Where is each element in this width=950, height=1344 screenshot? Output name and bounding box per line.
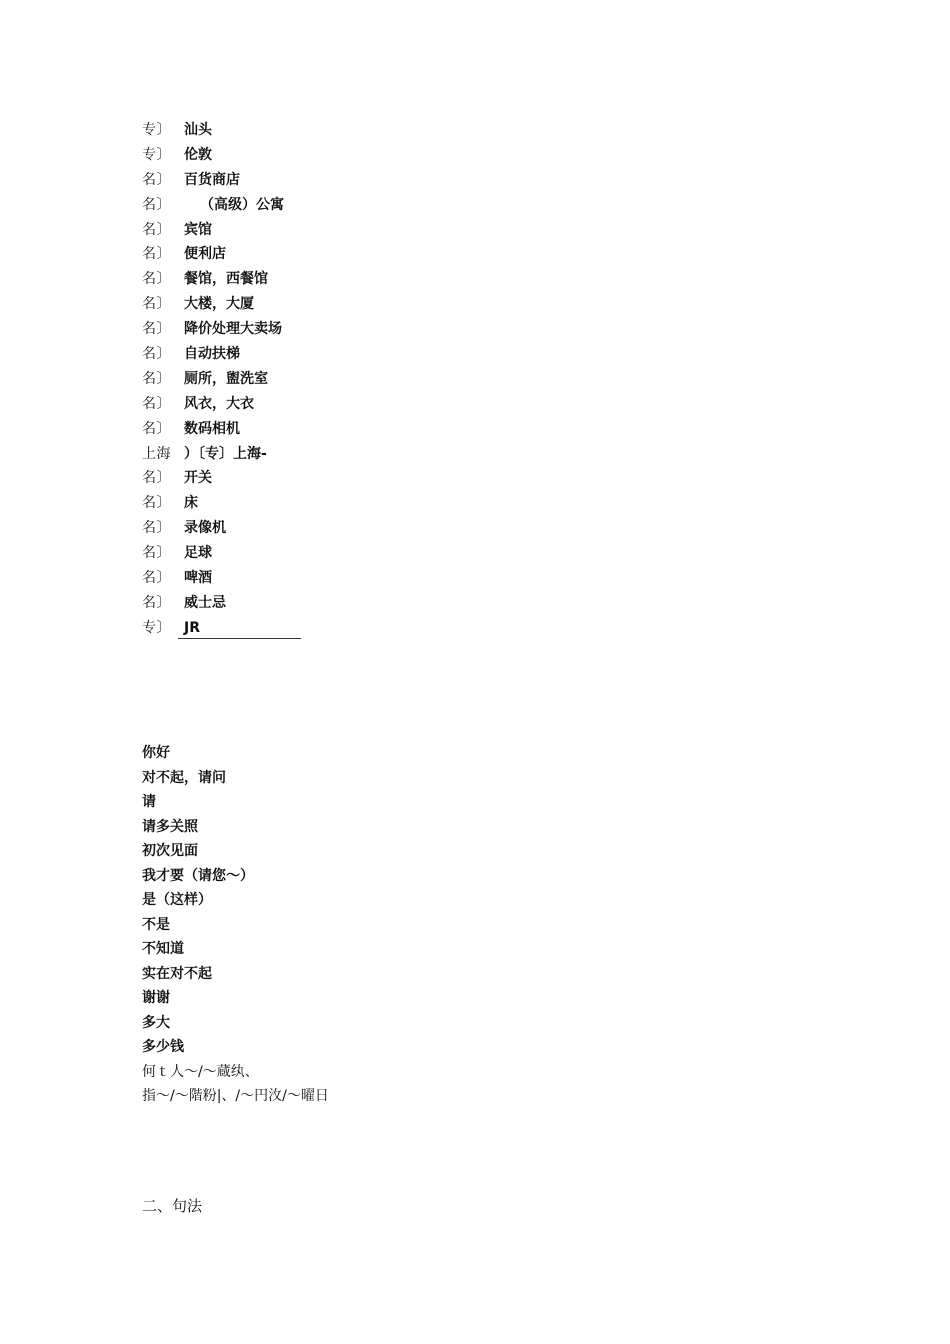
vocab-row <box>142 292 542 317</box>
vocab-tag: 名〕 <box>142 495 171 512</box>
vocab-tag: 名〕 <box>142 470 171 487</box>
vocab-tag: 名〕 <box>142 594 171 611</box>
vocab-word: 伦敦 <box>184 146 212 163</box>
vocab-word: 自动扶梯 <box>184 346 240 363</box>
vocab-row <box>142 193 542 218</box>
vocab-word: 录像机 <box>184 520 226 537</box>
vocab-row <box>142 541 542 566</box>
vocab-word: 啤酒 <box>184 570 212 587</box>
vocab-tag: 名〕 <box>142 420 171 437</box>
vocab-row <box>142 367 542 392</box>
vocab-word: ）〔专〕上海- <box>184 445 267 462</box>
vocab-word: 风衣，大衣 <box>184 395 254 412</box>
phrase-item: 你好 <box>142 745 170 761</box>
vocab-row <box>142 442 542 467</box>
vocab-word: 餐馆，西餐馆 <box>184 271 268 288</box>
vocab-row <box>142 491 542 516</box>
vocab-tag: 名〕 <box>142 196 171 213</box>
vocab-tag: 名〕 <box>142 570 171 587</box>
vocab-word: 降价处理大卖场 <box>184 321 282 338</box>
phrase-item: 实在对不起 <box>142 965 212 982</box>
vocab-tag: 上海 <box>142 445 171 462</box>
vocab-row <box>142 118 542 143</box>
phrase-item: 我才要（请您～） <box>142 867 254 884</box>
vocab-tag: 名〕 <box>142 395 171 412</box>
phrase-item: 请多关照 <box>142 818 198 835</box>
vocab-row <box>142 516 542 541</box>
vocab-tag: 名〕 <box>142 321 171 338</box>
vocab-word: 床 <box>184 495 198 512</box>
vocab-tag: 专〕 <box>142 122 171 138</box>
vocab-row <box>142 218 542 243</box>
vocab-word: 大楼，大厦 <box>184 296 254 313</box>
vocab-tag: 名〕 <box>142 545 171 562</box>
vocab-row <box>142 267 542 292</box>
vocab-tag: 名〕 <box>142 246 171 263</box>
phrase-item: 指〜/〜階粉|、/〜円㳊/〜曜日 <box>142 1088 329 1104</box>
vocab-tag: 名〕 <box>142 520 171 537</box>
vocab-tag: 名〕 <box>142 296 171 313</box>
phrase-item: 不知道 <box>142 941 184 957</box>
section-heading: 二、句法 <box>142 1197 203 1215</box>
phrase-item: 是（这样） <box>142 892 212 908</box>
vocab-tag: 名〕 <box>142 271 171 288</box>
vocab-word: 数码相机 <box>184 420 240 437</box>
vocab-tag: 专〕 <box>142 619 171 636</box>
vocab-row <box>142 616 542 641</box>
vocab-row <box>142 591 542 616</box>
vocab-row <box>142 392 542 417</box>
phrase-item: 初次见面 <box>142 843 198 859</box>
vocab-row <box>142 317 542 342</box>
vocab-row <box>142 168 542 193</box>
phrase-item: 请 <box>142 794 156 810</box>
vocab-word: （高级）公寓 <box>200 196 284 213</box>
vocab-word-blank-line: JR <box>178 618 301 639</box>
vocab-row <box>142 342 542 367</box>
vocab-tag: 名〕 <box>142 221 171 238</box>
vocab-row <box>142 417 542 442</box>
vocab-row <box>142 143 542 168</box>
vocab-tag: 名〕 <box>142 346 171 363</box>
phrase-item: 对不起，请问 <box>142 769 226 786</box>
vocab-word: 百货商店 <box>184 171 240 188</box>
vocab-word: 开关 <box>184 470 212 487</box>
vocab-tag: 名〕 <box>142 171 171 188</box>
phrase-item: 谢谢 <box>142 990 170 1006</box>
vocab-row <box>142 466 542 491</box>
phrase-item: 多大 <box>142 1014 170 1031</box>
vocab-word: 威士忌 <box>184 594 226 611</box>
vocab-row <box>142 242 542 267</box>
phrase-list <box>142 741 642 1109</box>
vocab-row <box>142 566 542 591</box>
phrase-item: 多少钱 <box>142 1039 184 1055</box>
vocab-word: 宾馆 <box>184 221 212 238</box>
phrase-item: 何ｔ人〜/〜蔵纨、 <box>142 1063 259 1080</box>
phrase-item: 不是 <box>142 916 170 933</box>
vocab-word: 便利店 <box>184 246 226 263</box>
vocab-tag: 专〕 <box>142 146 171 163</box>
vocab-tag: 名〕 <box>142 370 171 387</box>
vocabulary-list <box>142 118 542 641</box>
vocab-word: 足球 <box>184 545 212 562</box>
vocab-word: 汕头 <box>184 122 212 138</box>
vocab-word: 厕所，盥洗室 <box>184 370 268 387</box>
